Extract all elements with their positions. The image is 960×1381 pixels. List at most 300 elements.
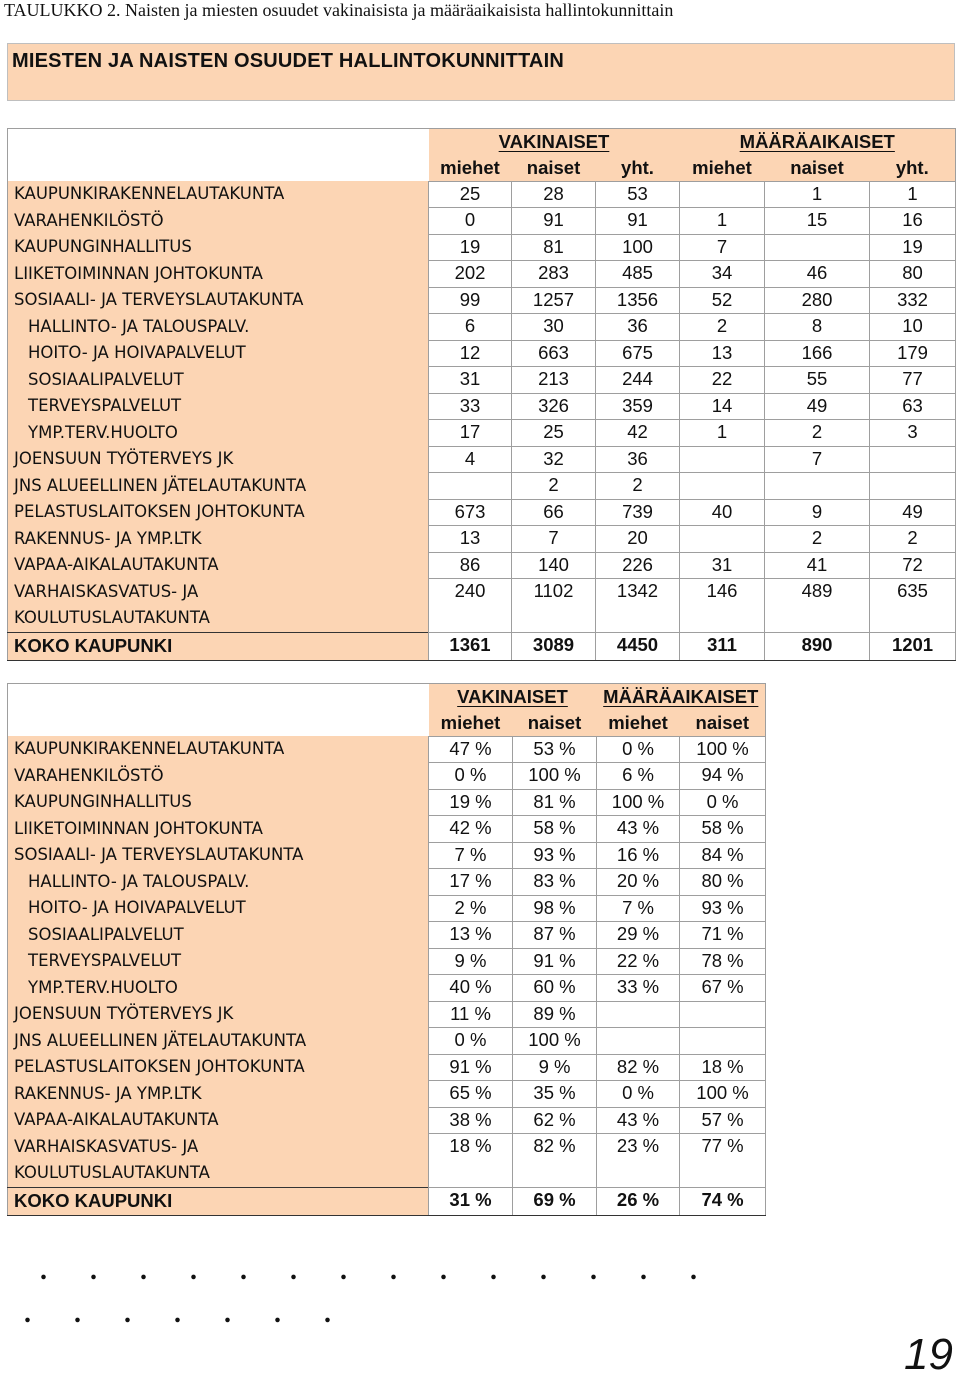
table-cell: 80 — [870, 261, 956, 288]
counts-table — [7, 128, 956, 661]
table-cell: 100 % — [680, 736, 766, 763]
sub-header-row — [8, 710, 766, 736]
table-row — [8, 314, 956, 341]
table-cell: 58 % — [680, 816, 766, 843]
table-cell: 17 — [429, 420, 512, 447]
column-header: miehet — [429, 710, 513, 736]
header-blank — [8, 129, 429, 155]
table-cell: 86 — [429, 552, 512, 579]
row-label-text: HOITO- JA HOIVAPALVELUT — [28, 343, 246, 363]
table-cell: 87 % — [513, 922, 597, 949]
row-label-text: KAUPUNKIRAKENNELAUTAKUNTA — [14, 184, 285, 204]
table-cell — [680, 181, 765, 208]
table-cell: 179 — [870, 340, 956, 367]
table-cell: 15 — [765, 208, 870, 235]
row-label — [8, 552, 429, 579]
table-row — [8, 1028, 766, 1055]
row-label-text: VARAHENKILÖSTÖ — [14, 765, 164, 785]
table-row — [8, 816, 766, 843]
table-row — [8, 895, 766, 922]
table-cell: 63 — [870, 393, 956, 420]
table-cell: 49 — [765, 393, 870, 420]
page-number: 19 — [904, 1330, 953, 1379]
table-cell: 3 — [870, 420, 956, 447]
row-label — [8, 816, 429, 843]
dot-leader-line-1: . . . . . . . . . . . . . . — [40, 1255, 715, 1286]
table-cell: 66 — [512, 499, 596, 526]
row-label — [8, 579, 429, 633]
table-cell: 29 % — [597, 922, 680, 949]
table-row — [8, 1054, 766, 1081]
table-cell: 213 — [512, 367, 596, 394]
table-cell: 280 — [765, 287, 870, 314]
table-cell: 2 — [765, 420, 870, 447]
table-cell: 57 % — [680, 1107, 766, 1134]
row-label — [8, 948, 429, 975]
table-cell: 20 — [596, 526, 680, 553]
row-label-text: TERVEYSPALVELUT — [28, 951, 182, 971]
table-cell: 42 % — [429, 816, 513, 843]
row-label — [8, 261, 429, 288]
table-row — [8, 763, 766, 790]
table-cell: 1 — [870, 181, 956, 208]
row-label — [8, 1107, 429, 1134]
table-cell: 100 % — [513, 1028, 597, 1055]
row-label-text: VARHAISKASVATUS- JA — [14, 1136, 199, 1156]
table-row — [8, 526, 956, 553]
table-cell: 17 % — [429, 869, 513, 896]
table-row — [8, 1081, 766, 1108]
table-cell: 146 — [680, 579, 765, 633]
table-row — [8, 473, 956, 500]
table-cell: 12 — [429, 340, 512, 367]
table-cell: 100 % — [680, 1081, 766, 1108]
row-label-text: PELASTUSLAITOKSEN JOHTOKUNTA — [14, 502, 305, 522]
table-cell: 7 — [680, 234, 765, 261]
table-cell: 9 % — [429, 948, 513, 975]
table-row — [8, 948, 766, 975]
table-cell: 62 % — [513, 1107, 597, 1134]
table-cell: 13 — [680, 340, 765, 367]
table-row — [8, 552, 956, 579]
table-cell: 78 % — [680, 948, 766, 975]
table-cell: 2 — [512, 473, 596, 500]
table-cell: 43 % — [597, 1107, 680, 1134]
column-header: naiset — [513, 710, 597, 736]
table-cell: 36 — [596, 446, 680, 473]
table-cell: 30 — [512, 314, 596, 341]
table-cell: 67 % — [680, 975, 766, 1002]
total-row — [8, 1187, 766, 1215]
table-cell: 359 — [596, 393, 680, 420]
table-cell: 0 % — [429, 763, 513, 790]
row-label-text: SOSIAALIPALVELUT — [28, 369, 184, 389]
table-cell: 33 — [429, 393, 512, 420]
row-label-text: TERVEYSPALVELUT — [28, 396, 182, 416]
row-label-text: HOITO- JA HOIVAPALVELUT — [28, 898, 246, 918]
table-cell: 28 — [512, 181, 596, 208]
table-cell: 2 — [680, 314, 765, 341]
table-cell: 43 % — [597, 816, 680, 843]
table-cell: 94 % — [680, 763, 766, 790]
dot-leader-line-2: . . . . . . . — [24, 1298, 349, 1329]
row-label — [8, 287, 429, 314]
table-row — [8, 340, 956, 367]
row-label-text: VAPAA-AIKALAUTAKUNTA — [14, 555, 219, 575]
table-cell: 20 % — [597, 869, 680, 896]
table-cell: 485 — [596, 261, 680, 288]
row-label — [8, 975, 429, 1002]
table-cell: 77 — [870, 367, 956, 394]
table-cell: 7 % — [597, 895, 680, 922]
table-cell: 98 % — [513, 895, 597, 922]
table-cell: 77 % — [680, 1134, 766, 1188]
table-cell: 11 % — [429, 1001, 513, 1028]
table-cell: 33 % — [597, 975, 680, 1002]
table-cell: 19 % — [429, 789, 513, 816]
table-cell: 4 — [429, 446, 512, 473]
table-cell: 80 % — [680, 869, 766, 896]
row-label-text: PELASTUSLAITOKSEN JOHTOKUNTA — [14, 1057, 305, 1077]
table-row — [8, 499, 956, 526]
group-header: MÄÄRÄAIKAISET — [597, 684, 766, 710]
table-cell: 10 — [870, 314, 956, 341]
total-cell: 311 — [680, 632, 765, 660]
table-cell: 81 — [512, 234, 596, 261]
row-label — [8, 181, 429, 208]
table-cell: 2 — [765, 526, 870, 553]
table-cell: 1257 — [512, 287, 596, 314]
table-row — [8, 579, 956, 633]
table-cell: 326 — [512, 393, 596, 420]
row-label — [8, 393, 429, 420]
row-label-text: KAUPUNGINHALLITUS — [14, 237, 192, 257]
table-cell: 8 — [765, 314, 870, 341]
table-cell: 25 — [512, 420, 596, 447]
table-cell: 7 — [512, 526, 596, 553]
table-cell: 53 % — [513, 736, 597, 763]
table-cell — [870, 446, 956, 473]
table-cell: 635 — [870, 579, 956, 633]
row-label-text: LIIKETOIMINNAN JOHTOKUNTA — [14, 818, 263, 838]
table-cell: 93 % — [513, 842, 597, 869]
table-cell: 226 — [596, 552, 680, 579]
table-cell: 0 % — [429, 1028, 513, 1055]
row-label — [8, 895, 429, 922]
row-label-text: VARHAISKASVATUS- JA — [14, 581, 199, 601]
row-label-text: JNS ALUEELLINEN JÄTELAUTAKUNTA — [14, 475, 307, 495]
table-row — [8, 842, 766, 869]
table-cell: 25 — [429, 181, 512, 208]
table-cell — [680, 1001, 766, 1028]
group-header: VAKINAISET — [429, 684, 597, 710]
total-cell: 3089 — [512, 632, 596, 660]
row-label-text: RAKENNUS- JA YMP.LTK — [14, 528, 202, 548]
table-cell: 82 % — [513, 1134, 597, 1188]
table-row — [8, 367, 956, 394]
total-cell: 1361 — [429, 632, 512, 660]
row-label — [8, 842, 429, 869]
row-label-text: SOSIAALIPALVELUT — [28, 924, 184, 944]
table-cell: 91 % — [429, 1054, 513, 1081]
table-row — [8, 922, 766, 949]
row-label-text: VARAHENKILÖSTÖ — [14, 210, 164, 230]
group-header: VAKINAISET — [429, 129, 680, 155]
table-cell — [597, 1028, 680, 1055]
table-cell: 38 % — [429, 1107, 513, 1134]
row-label-text: YMP.TERV.HUOLTO — [28, 422, 178, 442]
total-cell: 69 % — [513, 1187, 597, 1215]
row-label-text-2: KOULUTUSLAUTAKUNTA — [14, 608, 210, 628]
row-label — [8, 1081, 429, 1108]
row-label-text: JOENSUUN TYÖTERVEYS JK — [14, 449, 234, 469]
table-cell: 91 — [512, 208, 596, 235]
table-cell: 332 — [870, 287, 956, 314]
table-cell: 16 — [870, 208, 956, 235]
total-cell: 4450 — [596, 632, 680, 660]
row-label — [8, 922, 429, 949]
table-row — [8, 261, 956, 288]
total-label: KOKO KAUPUNKI — [8, 1187, 429, 1215]
table-cell: 71 % — [680, 922, 766, 949]
table-cell — [680, 446, 765, 473]
table-cell: 244 — [596, 367, 680, 394]
table-cell — [765, 234, 870, 261]
table-cell: 65 % — [429, 1081, 513, 1108]
row-label — [8, 1001, 429, 1028]
row-label — [8, 208, 429, 235]
table-cell: 35 % — [513, 1081, 597, 1108]
table-cell: 2 % — [429, 895, 513, 922]
table-cell: 663 — [512, 340, 596, 367]
table-cell: 9 — [765, 499, 870, 526]
column-header: naiset — [765, 155, 870, 181]
column-header: miehet — [597, 710, 680, 736]
group-header-row — [8, 684, 766, 710]
table-cell: 22 % — [597, 948, 680, 975]
row-label — [8, 1134, 429, 1188]
table-cell: 1356 — [596, 287, 680, 314]
table-row — [8, 446, 956, 473]
table-cell: 0 % — [680, 789, 766, 816]
row-label — [8, 1028, 429, 1055]
table-cell: 7 — [765, 446, 870, 473]
header-blank — [8, 155, 429, 181]
group-header-row — [8, 129, 956, 155]
table-cell: 2 — [870, 526, 956, 553]
table-cell: 140 — [512, 552, 596, 579]
table-cell: 489 — [765, 579, 870, 633]
total-cell: 31 % — [429, 1187, 513, 1215]
table-cell: 0 % — [597, 736, 680, 763]
table-cell: 675 — [596, 340, 680, 367]
table-cell: 100 % — [597, 789, 680, 816]
table-cell: 0 % — [597, 1081, 680, 1108]
table-cell: 1 — [680, 420, 765, 447]
row-label — [8, 234, 429, 261]
table-cell: 100 — [596, 234, 680, 261]
row-label — [8, 736, 429, 763]
column-header: naiset — [512, 155, 596, 181]
table-cell — [765, 473, 870, 500]
table-cell: 58 % — [513, 816, 597, 843]
table-caption: TAULUKKO 2. Naisten ja miesten osuudet vakinaisista ja määräaikaisista hallintokunnittain — [4, 0, 674, 20]
row-label-text-2: KOULUTUSLAUTAKUNTA — [14, 1163, 210, 1183]
total-label: KOKO KAUPUNKI — [8, 632, 429, 660]
total-cell: 890 — [765, 632, 870, 660]
table-cell: 91 — [596, 208, 680, 235]
table-row — [8, 869, 766, 896]
table-cell: 83 % — [513, 869, 597, 896]
table-row — [8, 234, 956, 261]
table-cell: 1102 — [512, 579, 596, 633]
table-cell: 31 — [429, 367, 512, 394]
row-label — [8, 789, 429, 816]
table-cell: 55 — [765, 367, 870, 394]
table-cell: 18 % — [680, 1054, 766, 1081]
row-label-text: SOSIAALI- JA TERVEYSLAUTAKUNTA — [14, 290, 304, 310]
table-cell: 22 — [680, 367, 765, 394]
table-cell: 0 — [429, 208, 512, 235]
row-label — [8, 473, 429, 500]
total-row — [8, 632, 956, 660]
column-header: miehet — [680, 155, 765, 181]
column-header: yht. — [870, 155, 956, 181]
row-label — [8, 367, 429, 394]
table-cell: 49 — [870, 499, 956, 526]
row-label-text: JOENSUUN TYÖTERVEYS JK — [14, 1004, 234, 1024]
row-label — [8, 499, 429, 526]
table-cell: 23 % — [597, 1134, 680, 1188]
table-row — [8, 789, 766, 816]
row-label — [8, 446, 429, 473]
table-cell: 47 % — [429, 736, 513, 763]
table-cell: 6 % — [597, 763, 680, 790]
table-cell: 42 — [596, 420, 680, 447]
table-cell: 739 — [596, 499, 680, 526]
table-row — [8, 1001, 766, 1028]
group-header: MÄÄRÄAIKAISET — [680, 129, 956, 155]
table-cell — [429, 473, 512, 500]
table-cell: 40 — [680, 499, 765, 526]
row-label — [8, 1054, 429, 1081]
table-cell: 283 — [512, 261, 596, 288]
header-blank — [8, 710, 429, 736]
table-row — [8, 1107, 766, 1134]
total-cell: 74 % — [680, 1187, 766, 1215]
row-label — [8, 314, 429, 341]
table-cell: 93 % — [680, 895, 766, 922]
column-header: miehet — [429, 155, 512, 181]
table-cell: 14 — [680, 393, 765, 420]
row-label-text: KAUPUNKIRAKENNELAUTAKUNTA — [14, 739, 285, 759]
table-row — [8, 181, 956, 208]
table-cell: 34 — [680, 261, 765, 288]
row-label-text: KAUPUNGINHALLITUS — [14, 792, 192, 812]
table-cell: 89 % — [513, 1001, 597, 1028]
table-row — [8, 393, 956, 420]
table-cell: 36 — [596, 314, 680, 341]
table-cell: 100 % — [513, 763, 597, 790]
banner-title: MIESTEN JA NAISTEN OSUUDET HALLINTOKUNNITTAIN — [12, 50, 564, 72]
table-cell: 7 % — [429, 842, 513, 869]
table-row — [8, 975, 766, 1002]
row-label-text: HALLINTO- JA TALOUSPALV. — [28, 871, 250, 891]
row-label-text: HALLINTO- JA TALOUSPALV. — [28, 316, 250, 336]
table-cell: 1342 — [596, 579, 680, 633]
table-cell: 9 % — [513, 1054, 597, 1081]
table-cell: 19 — [429, 234, 512, 261]
column-header: naiset — [680, 710, 766, 736]
table-cell: 2 — [596, 473, 680, 500]
table-cell: 202 — [429, 261, 512, 288]
table-cell: 6 — [429, 314, 512, 341]
row-label — [8, 526, 429, 553]
table-cell: 99 — [429, 287, 512, 314]
table-cell: 60 % — [513, 975, 597, 1002]
table-cell: 673 — [429, 499, 512, 526]
row-label-text: RAKENNUS- JA YMP.LTK — [14, 1083, 202, 1103]
table-cell: 46 — [765, 261, 870, 288]
table-cell — [597, 1001, 680, 1028]
table-cell: 52 — [680, 287, 765, 314]
table-cell: 32 — [512, 446, 596, 473]
table-cell: 1 — [680, 208, 765, 235]
row-label — [8, 869, 429, 896]
row-label-text: LIIKETOIMINNAN JOHTOKUNTA — [14, 263, 263, 283]
table-row — [8, 736, 766, 763]
header-blank — [8, 684, 429, 710]
table-cell — [680, 473, 765, 500]
row-label-text: YMP.TERV.HUOLTO — [28, 977, 178, 997]
table-cell — [870, 473, 956, 500]
row-label — [8, 340, 429, 367]
table-cell: 40 % — [429, 975, 513, 1002]
row-label-text: JNS ALUEELLINEN JÄTELAUTAKUNTA — [14, 1030, 307, 1050]
table-cell: 41 — [765, 552, 870, 579]
table-row — [8, 420, 956, 447]
row-label-text: SOSIAALI- JA TERVEYSLAUTAKUNTA — [14, 845, 304, 865]
column-header: yht. — [596, 155, 680, 181]
table-cell: 91 % — [513, 948, 597, 975]
shares-table — [7, 683, 766, 1216]
table-cell — [680, 526, 765, 553]
table-cell: 13 % — [429, 922, 513, 949]
table-row — [8, 1134, 766, 1188]
table-cell: 82 % — [597, 1054, 680, 1081]
table-row — [8, 287, 956, 314]
table-cell: 16 % — [597, 842, 680, 869]
table-cell: 84 % — [680, 842, 766, 869]
table-cell: 18 % — [429, 1134, 513, 1188]
table-cell: 240 — [429, 579, 512, 633]
row-label-text: VAPAA-AIKALAUTAKUNTA — [14, 1110, 219, 1130]
sub-header-row — [8, 155, 956, 181]
table-cell: 19 — [870, 234, 956, 261]
table-row — [8, 208, 956, 235]
table-cell: 13 — [429, 526, 512, 553]
table-cell: 53 — [596, 181, 680, 208]
total-cell: 26 % — [597, 1187, 680, 1215]
table-cell: 1 — [765, 181, 870, 208]
total-cell: 1201 — [870, 632, 956, 660]
table-cell: 81 % — [513, 789, 597, 816]
row-label — [8, 420, 429, 447]
row-label — [8, 763, 429, 790]
table-cell: 31 — [680, 552, 765, 579]
table-cell — [680, 1028, 766, 1055]
table-cell: 72 — [870, 552, 956, 579]
